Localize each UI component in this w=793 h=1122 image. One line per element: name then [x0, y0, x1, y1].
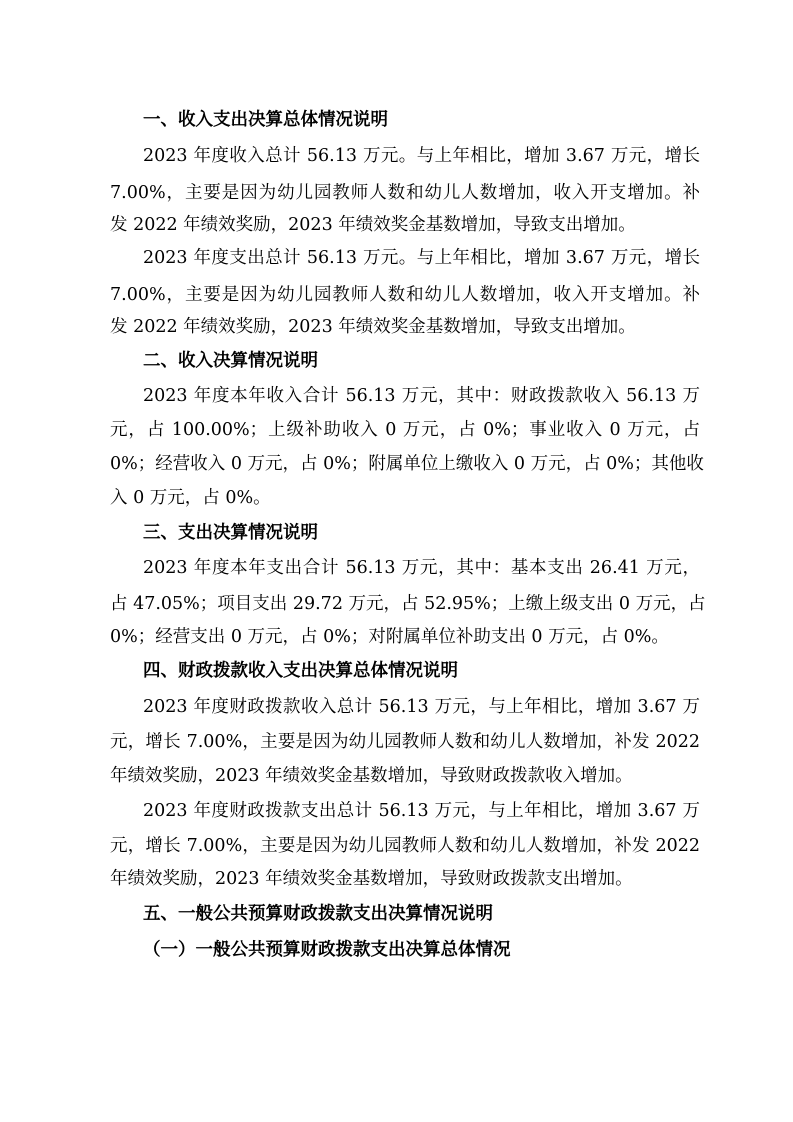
paragraph-line: 2023 年度收入总计 56.13 万元。与上年相比，增加 3.67 万元，增长 [143, 146, 700, 166]
paragraph-line: 元，增长 7.00%，主要是因为幼儿园教师人数和幼儿人数增加，补发 2022 [110, 836, 700, 856]
paragraph-line: 0%；经营收入 0 万元，占 0%；附属单位上缴收入 0 万元，占 0%；其他收 [110, 454, 704, 474]
paragraph-line: 年绩效奖励，2023 年绩效奖金基数增加，导致财政拨款收入增加。 [110, 766, 633, 786]
paragraph-line: 2023 年度财政拨款收入总计 56.13 万元，与上年相比，增加 3.67 万 [143, 697, 700, 717]
paragraph-line: 2023 年度本年支出合计 56.13 万元，其中：基本支出 26.41 万元， [143, 558, 700, 578]
section-2-heading: 二、收入决算情况说明 [143, 351, 318, 371]
paragraph-line: 入 0 万元，占 0%。 [110, 488, 271, 508]
paragraph-line: 元，占 100.00%；上级补助收入 0 万元，占 0%；事业收入 0 万元，占 [110, 420, 700, 440]
paragraph-line: 占 47.05%；项目支出 29.72 万元，占 52.95%；上缴上级支出 0 万元，占 [110, 594, 706, 614]
section-4-heading: 四、财政拨款收入支出决算总体情况说明 [143, 661, 458, 681]
paragraph-line: 7.00%，主要是因为幼儿园教师人数和幼儿人数增加，收入开支增加。补 [110, 285, 700, 305]
paragraph-line: 2023 年度本年收入合计 56.13 万元，其中：财政拨款收入 56.13 万 [143, 386, 700, 406]
paragraph-line: 发 2022 年绩效奖励，2023 年绩效奖金基数增加，导致支出增加。 [110, 215, 636, 235]
subsection-5-1-heading: （一）一般公共预算财政拨款支出决算总体情况 [143, 940, 511, 960]
paragraph-line: 元，增长 7.00%，主要是因为幼儿园教师人数和幼儿人数增加，补发 2022 [110, 732, 700, 752]
paragraph-line: 2023 年度支出总计 56.13 万元。与上年相比，增加 3.67 万元，增长 [143, 248, 700, 268]
paragraph-line: 2023 年度财政拨款支出总计 56.13 万元，与上年相比，增加 3.67 万 [143, 801, 700, 821]
paragraph-line: 发 2022 年绩效奖励，2023 年绩效奖金基数增加，导致支出增加。 [110, 317, 636, 337]
section-1-heading: 一、收入支出决算总体情况说明 [143, 110, 388, 130]
paragraph-line: 年绩效奖励，2023 年绩效奖金基数增加，导致财政拨款支出增加。 [110, 869, 633, 889]
section-5-heading: 五、一般公共预算财政拨款支出决算情况说明 [143, 904, 493, 924]
section-3-heading: 三、支出决算情况说明 [143, 523, 318, 543]
paragraph-line: 0%；经营支出 0 万元，占 0%；对附属单位补助支出 0 万元，占 0%。 [110, 627, 669, 647]
paragraph-line: 7.00%，主要是因为幼儿园教师人数和幼儿人数增加，收入开支增加。补 [110, 183, 700, 203]
